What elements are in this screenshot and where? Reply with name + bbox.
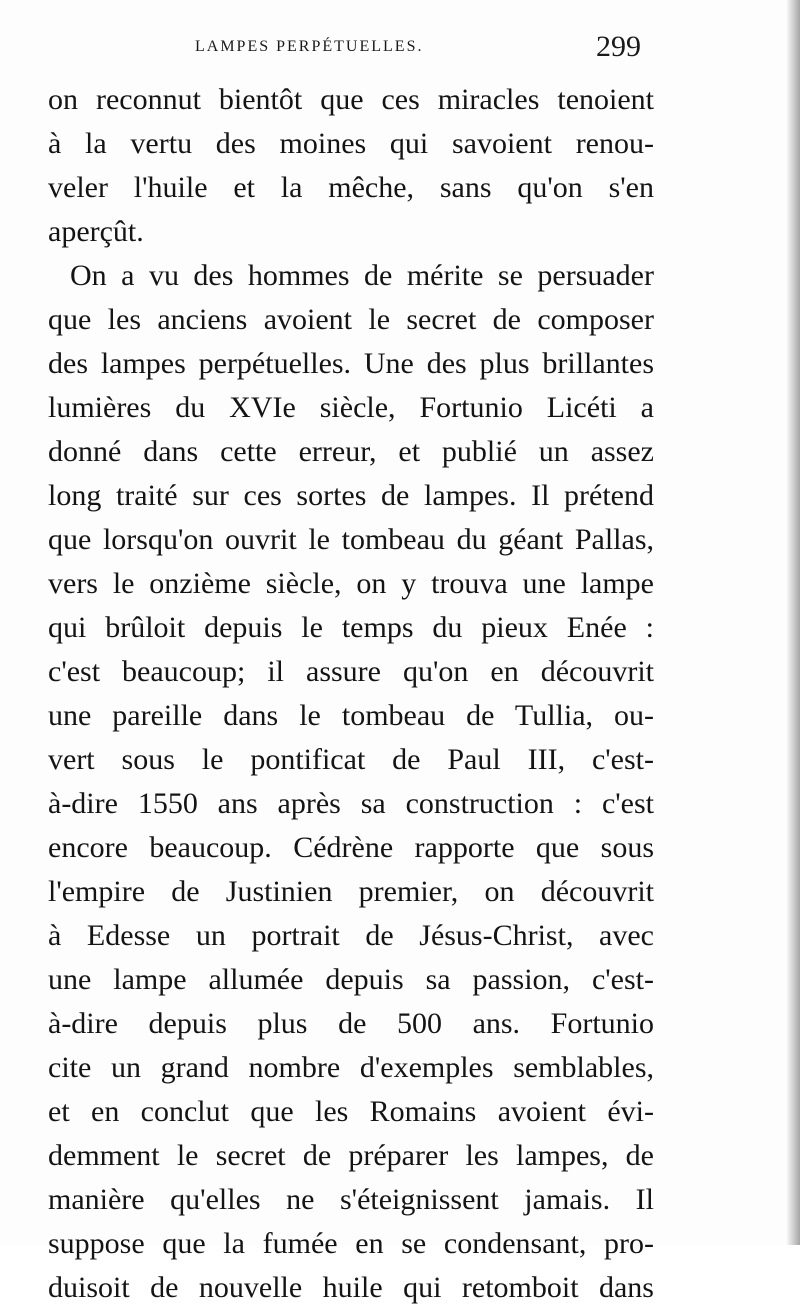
- text-line: donné dans cette erreur, et publié un assez: [48, 435, 654, 468]
- text-line: c'est beaucoup; il assure qu'on en découvrit: [48, 655, 654, 688]
- text-line: une lampe allumée depuis sa passion, c'est-: [48, 963, 654, 996]
- text-line: l'empire de Justinien premier, on découvrit: [48, 875, 654, 908]
- text-line: aperçût.: [48, 215, 144, 248]
- text-line: qui brûloit depuis le temps du pieux Enée :: [48, 611, 654, 644]
- text-line: manière qu'elles ne s'éteignissent jamais. Il: [48, 1183, 654, 1216]
- paragraph-start-line: On a vu des hommes de mérite se persuader: [70, 259, 654, 292]
- text-line: lumières du XVIe siècle, Fortunio Licéti a: [48, 391, 654, 424]
- text-line: cite un grand nombre d'exemples semblables,: [48, 1051, 654, 1084]
- text-line: duisoit de nouvelle huile qui retomboit dans: [48, 1271, 654, 1304]
- text-line: vers le onzième siècle, on y trouva une lampe: [48, 567, 654, 600]
- page-number: 299: [596, 30, 641, 63]
- running-head: LAMPES PERPÉTUELLES.: [195, 38, 424, 55]
- text-line: veler l'huile et la mêche, sans qu'on s'en: [48, 171, 654, 204]
- text-line: vert sous le pontificat de Paul III, c'est-: [48, 743, 654, 776]
- text-line: suppose que la fumée en se condensant, pro-: [48, 1227, 654, 1260]
- text-line: à Edesse un portrait de Jésus-Christ, avec: [48, 919, 654, 952]
- text-line: que les anciens avoient le secret de composer: [48, 303, 654, 336]
- text-line: une pareille dans le tombeau de Tullia, ou-: [48, 699, 654, 732]
- text-line: que lorsqu'on ouvrit le tombeau du géant Pallas,: [48, 523, 654, 556]
- body-text: [48, 78, 654, 1310]
- text-line: à-dire depuis plus de 500 ans. Fortunio: [48, 1007, 654, 1040]
- text-line: demment le secret de préparer les lampes, de: [48, 1139, 654, 1172]
- text-line: et en conclut que les Romains avoient évi-: [48, 1095, 654, 1128]
- text-line: des lampes perpétuelles. Une des plus brillantes: [48, 347, 654, 380]
- text-line: on reconnut bientôt que ces miracles tenoient: [48, 83, 654, 116]
- text-line: long traité sur ces sortes de lampes. Il prétend: [48, 479, 654, 512]
- text-line: à la vertu des moines qui savoient renou-: [48, 127, 654, 160]
- page-edge-shadow: [786, 0, 800, 1245]
- text-line: encore beaucoup. Cédrène rapporte que sous: [48, 831, 654, 864]
- text-line: à-dire 1550 ans après sa construction : c'est: [48, 787, 654, 820]
